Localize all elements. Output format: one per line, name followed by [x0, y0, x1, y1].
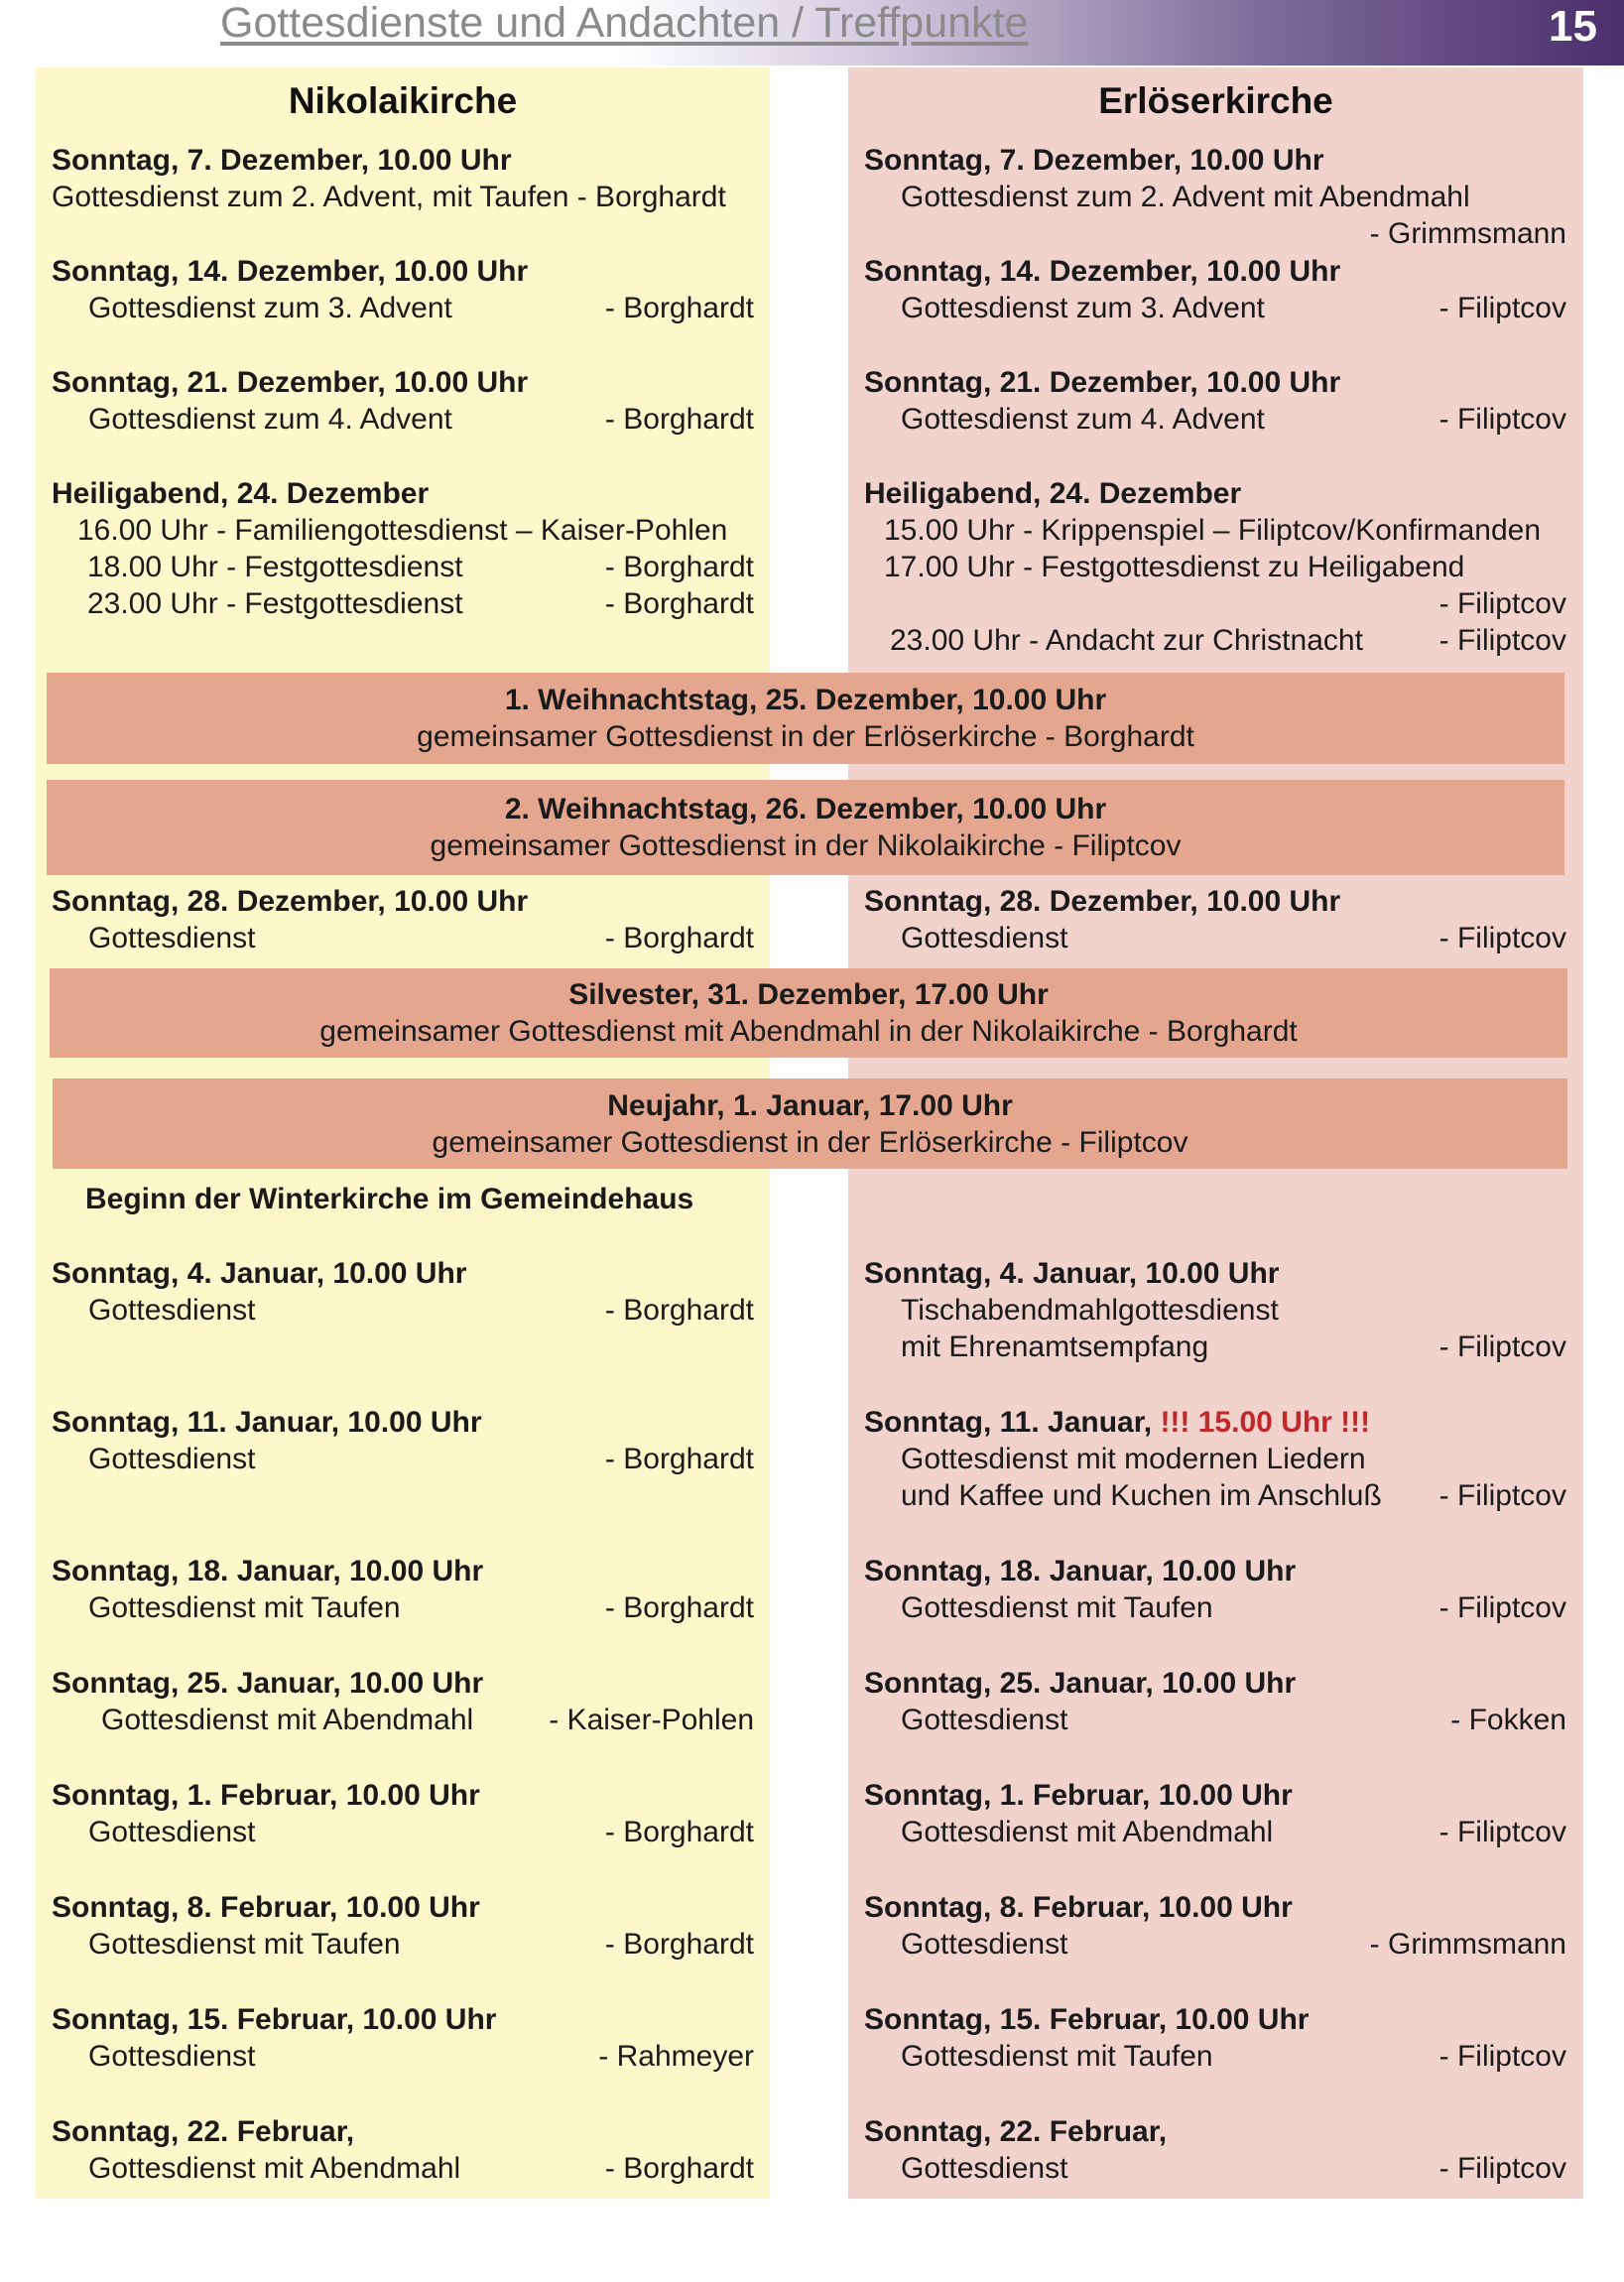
pastor-name: - Borghardt [604, 292, 754, 324]
service-date [52, 2113, 754, 2150]
service-date-text: Sonntag, 21. Dezember, 10.00 Uhr [52, 366, 529, 399]
service-date [52, 1255, 754, 1292]
service-date-text: Sonntag, 18. Januar, 10.00 Uhr [52, 1555, 484, 1587]
joint-service-banner [50, 968, 1567, 1058]
service-date-text: Sonntag, 8. Februar, 10.00 Uhr [52, 1891, 480, 1924]
service-date [52, 364, 754, 401]
joint-service-description: gemeinsamer Gottesdienst in der Erlöserkirche - Filiptcov [432, 1125, 1188, 1159]
left-service-entry [52, 1404, 754, 1477]
service-line [52, 920, 754, 956]
joint-service-banner [53, 1078, 1567, 1169]
right-service-entry [864, 2113, 1566, 2187]
service-description: 15.00 Uhr - Krippenspiel – Filiptcov/Konfirmanden [884, 514, 1542, 547]
service-line [864, 2038, 1566, 2075]
service-description: Gottesdienst mit modernen Liedern [901, 1443, 1366, 1475]
left-service-entry [52, 364, 754, 438]
service-description: 23.00 Uhr - Andacht zur Christnacht [890, 624, 1363, 657]
service-date-text: Sonntag, 4. Januar, 10.00 Uhr [864, 1257, 1280, 1290]
service-date-text: Sonntag, 14. Dezember, 10.00 Uhr [864, 255, 1341, 288]
service-description: Gottesdienst zum 2. Advent, mit Taufen - Borghardt [52, 181, 726, 213]
service-date-text: Heiligabend, 24. Dezember [864, 477, 1242, 510]
service-date-text: Sonntag, 11. Januar, 10.00 Uhr [52, 1406, 482, 1439]
service-date [864, 253, 1566, 290]
joint-service-banner [47, 780, 1564, 875]
service-description: 17.00 Uhr - Festgottesdienst zu Heiligabend [884, 551, 1465, 583]
joint-service-date: Silvester, 31. Dezember, 17.00 Uhr [568, 978, 1049, 1011]
left-service-entry [52, 475, 754, 622]
service-line [864, 512, 1566, 549]
pastor-name: - Filiptcov [1438, 1479, 1566, 1512]
pastor-name: - Borghardt [604, 1443, 754, 1475]
service-date [52, 2001, 754, 2038]
erloeserkirche-heading: Erlöserkirche [1098, 80, 1333, 121]
service-line [864, 1702, 1566, 1738]
service-description: Gottesdienst mit Taufen [88, 1591, 401, 1624]
service-line [864, 1589, 1566, 1626]
service-description: Gottesdienst [901, 922, 1068, 954]
left-service-entry [52, 1553, 754, 1626]
right-service-entry [864, 1777, 1566, 1850]
joint-service-description: gemeinsamer Gottesdienst in der Nikolaikirche - Filiptcov [430, 829, 1182, 862]
service-description: Gottesdienst mit Taufen [901, 1591, 1213, 1624]
service-line [52, 290, 754, 326]
left-service-entry [52, 1777, 754, 1850]
service-line [52, 549, 754, 585]
service-line [864, 1814, 1566, 1850]
page-number: 15 [1549, 2, 1597, 51]
service-date-text: Sonntag, 7. Dezember, 10.00 Uhr [52, 144, 512, 177]
right-service-entry [864, 364, 1566, 438]
service-line [52, 1926, 754, 1963]
service-line [52, 401, 754, 438]
service-date [52, 475, 754, 512]
service-line [864, 401, 1566, 438]
service-date [864, 1889, 1566, 1926]
pastor-name: - Borghardt [604, 551, 754, 583]
left-service-entry [52, 253, 754, 326]
service-line [52, 1589, 754, 1626]
pastor-name: - Filiptcov [1438, 922, 1566, 954]
pastor-name: - Filiptcov [1438, 1331, 1566, 1363]
service-line [864, 920, 1566, 956]
service-date [864, 883, 1566, 920]
winter-church-note: Beginn der Winterkirche im Gemeindehaus [85, 1183, 694, 1215]
service-date [52, 1889, 754, 1926]
service-line [864, 1329, 1566, 1365]
joint-service-date: Neujahr, 1. Januar, 17.00 Uhr [607, 1088, 1013, 1122]
left-service-entry [52, 1665, 754, 1738]
service-date-text: Sonntag, 21. Dezember, 10.00 Uhr [864, 366, 1341, 399]
right-service-entry [864, 1553, 1566, 1626]
service-line [864, 549, 1566, 585]
joint-service-date: 2. Weihnachtstag, 26. Dezember, 10.00 Uhr [504, 793, 1107, 825]
service-date [52, 1553, 754, 1589]
service-date-text: Sonntag, 8. Februar, 10.00 Uhr [864, 1891, 1293, 1924]
service-date-text: Sonntag, 15. Februar, 10.00 Uhr [864, 2003, 1310, 2036]
service-line [864, 622, 1566, 659]
service-date [864, 142, 1566, 179]
right-service-entry [864, 883, 1566, 956]
service-description: Gottesdienst [901, 1704, 1068, 1736]
service-description: Gottesdienst [901, 2152, 1068, 2185]
service-line [52, 512, 754, 549]
pastor-name: - Rahmeyer [598, 2040, 754, 2073]
left-service-entry [52, 2113, 754, 2187]
right-service-entry [864, 1889, 1566, 1963]
left-service-entry [52, 2001, 754, 2075]
pastor-name: - Borghardt [604, 1816, 754, 1848]
service-description: Gottesdienst mit Abendmahl [88, 2152, 461, 2185]
service-date [52, 253, 754, 290]
service-description: Tischabendmahlgottesdienst [901, 1294, 1279, 1327]
service-date [864, 2001, 1566, 2038]
service-description: Gottesdienst [88, 1294, 256, 1327]
service-line [864, 2150, 1566, 2187]
time-change-highlight: !!! 15.00 Uhr !!! [1160, 1406, 1371, 1439]
service-date-text: Sonntag, 25. Januar, 10.00 Uhr [52, 1667, 484, 1700]
service-date-text: Sonntag, 18. Januar, 10.00 Uhr [864, 1555, 1297, 1587]
service-description: Gottesdienst [88, 1816, 256, 1848]
pastor-name: - Filiptcov [1438, 1591, 1566, 1624]
service-line [52, 2150, 754, 2187]
left-service-entry [52, 883, 754, 956]
service-description: 23.00 Uhr - Festgottesdienst [87, 587, 463, 620]
pastor-name: - Borghardt [604, 403, 754, 436]
service-date [52, 1404, 754, 1441]
service-date-text: Sonntag, 15. Februar, 10.00 Uhr [52, 2003, 497, 2036]
right-service-entry [864, 253, 1566, 326]
service-date [864, 2113, 1566, 2150]
pastor-name: - Filiptcov [1438, 624, 1566, 657]
service-date [52, 1665, 754, 1702]
right-service-entry [864, 1665, 1566, 1738]
service-description: Gottesdienst zum 3. Advent [901, 292, 1265, 324]
pastor-name: - Borghardt [604, 922, 754, 954]
pastor-name: - Fokken [1450, 1704, 1566, 1736]
service-line [864, 179, 1566, 215]
service-date-text: Heiligabend, 24. Dezember [52, 477, 430, 510]
service-date-text: Sonntag, 1. Februar, 10.00 Uhr [864, 1779, 1293, 1812]
service-line [52, 585, 754, 622]
service-line [52, 1441, 754, 1477]
pastor-name: - Filiptcov [1438, 2040, 1566, 2073]
left-service-entry [52, 1889, 754, 1963]
pastor-name: - Borghardt [604, 2152, 754, 2185]
pastor-name: - Filiptcov [1438, 292, 1566, 324]
service-date-text: Sonntag, 25. Januar, 10.00 Uhr [864, 1667, 1297, 1700]
right-service-entry [864, 475, 1566, 659]
service-description: Gottesdienst mit Abendmahl [101, 1704, 474, 1736]
service-description: Gottesdienst mit Taufen [901, 2040, 1213, 2073]
pastor-name: - Grimmsmann [1369, 217, 1566, 250]
right-service-entry [864, 1255, 1566, 1365]
pastor-name: - Filiptcov [1438, 587, 1566, 620]
service-description: und Kaffee und Kuchen im Anschluß [901, 1479, 1382, 1512]
service-description: Gottesdienst [88, 1443, 256, 1475]
service-date [864, 1404, 1566, 1441]
joint-service-banner [47, 673, 1564, 764]
service-line [52, 1702, 754, 1738]
service-description: Gottesdienst mit Abendmahl [901, 1816, 1274, 1848]
service-date [864, 364, 1566, 401]
service-description: Gottesdienst [88, 922, 256, 954]
service-line [52, 179, 754, 215]
service-description: Gottesdienst zum 2. Advent mit Abendmahl [901, 181, 1470, 213]
joint-service-description: gemeinsamer Gottesdienst mit Abendmahl in der Nikolaikirche - Borghardt [319, 1015, 1298, 1048]
page-title: Gottesdienste und Andachten / Treffpunkte [220, 0, 1029, 47]
left-service-entry [52, 1255, 754, 1329]
pastor-name: - Kaiser-Pohlen [549, 1704, 754, 1736]
service-line [864, 1441, 1566, 1477]
service-date [52, 142, 754, 179]
service-date [52, 1777, 754, 1814]
pastor-name: - Borghardt [604, 1294, 754, 1327]
service-date [864, 475, 1566, 512]
service-date-text: Sonntag, 22. Februar, [864, 2115, 1168, 2148]
service-line [864, 585, 1566, 622]
service-line [52, 2038, 754, 2075]
service-line [864, 1926, 1566, 1963]
service-line [52, 1814, 754, 1850]
service-date-text: Sonntag, 7. Dezember, 10.00 Uhr [864, 144, 1324, 177]
service-line [864, 1477, 1566, 1514]
pastor-name: - Filiptcov [1438, 403, 1566, 436]
service-date [864, 1255, 1566, 1292]
service-date [864, 1777, 1566, 1814]
service-description: Gottesdienst zum 4. Advent [901, 403, 1265, 436]
service-line [864, 1292, 1566, 1329]
service-line [52, 1292, 754, 1329]
pastor-name: - Borghardt [604, 1591, 754, 1624]
pastor-name: - Borghardt [604, 587, 754, 620]
right-service-entry [864, 142, 1566, 252]
joint-service-description: gemeinsamer Gottesdienst in der Erlöserkirche - Borghardt [417, 720, 1194, 753]
service-description: Gottesdienst mit Taufen [88, 1928, 401, 1961]
service-line [864, 215, 1566, 252]
service-date-text: Sonntag, 4. Januar, 10.00 Uhr [52, 1257, 467, 1290]
service-line [864, 290, 1566, 326]
service-date-text: Sonntag, 28. Dezember, 10.00 Uhr [864, 885, 1341, 918]
service-date [52, 883, 754, 920]
service-date-text: Sonntag, 1. Februar, 10.00 Uhr [52, 1779, 480, 1812]
pastor-name: - Filiptcov [1438, 1816, 1566, 1848]
service-description: Gottesdienst [901, 1928, 1068, 1961]
service-description: Gottesdienst zum 3. Advent [88, 292, 452, 324]
service-date-text: Sonntag, 22. Februar, [52, 2115, 355, 2148]
service-date-text: Sonntag, 28. Dezember, 10.00 Uhr [52, 885, 529, 918]
pastor-name: - Filiptcov [1438, 2152, 1566, 2185]
joint-service-date: 1. Weihnachtstag, 25. Dezember, 10.00 Uhr [504, 684, 1107, 716]
service-description: Gottesdienst [88, 2040, 256, 2073]
service-description: 18.00 Uhr - Festgottesdienst [87, 551, 463, 583]
service-description: Gottesdienst zum 4. Advent [88, 403, 452, 436]
service-date-text: Sonntag, 11. Januar, [864, 1406, 1161, 1439]
pastor-name: - Grimmsmann [1369, 1928, 1566, 1961]
service-description: 16.00 Uhr - Familiengottesdienst – Kaiser-Pohlen [77, 514, 728, 547]
service-date-text: Sonntag, 14. Dezember, 10.00 Uhr [52, 255, 529, 288]
pastor-name: - Borghardt [604, 1928, 754, 1961]
nikolaikirche-heading: Nikolaikirche [288, 80, 518, 121]
right-service-entry [864, 2001, 1566, 2075]
service-description: mit Ehrenamtsempfang [901, 1331, 1209, 1363]
service-date [864, 1665, 1566, 1702]
right-service-entry [864, 1404, 1566, 1514]
service-date [864, 1553, 1566, 1589]
left-service-entry [52, 142, 754, 215]
